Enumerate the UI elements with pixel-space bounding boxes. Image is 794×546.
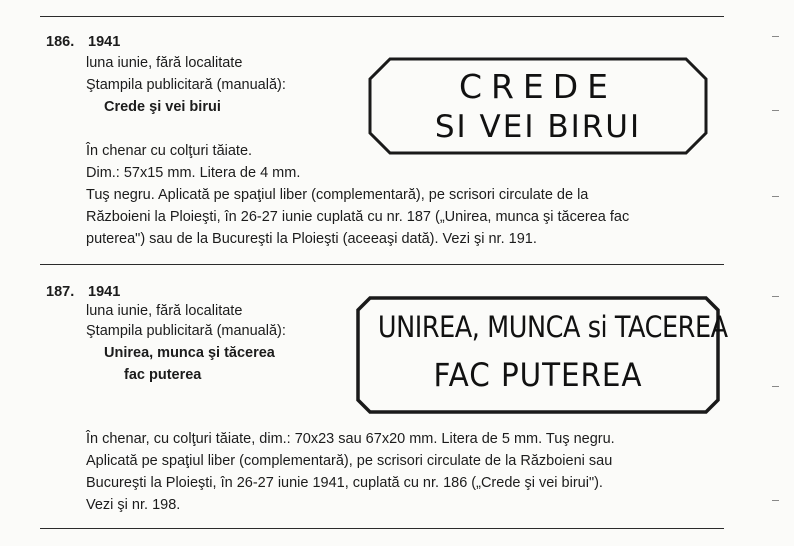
- top-divider: [40, 16, 724, 17]
- entry-desc-line: puterea") sau de la Bucureşti la Ploieşti (aceeaşi dată). Vezi şi nr. 191.: [86, 231, 537, 247]
- entry-frame-line: În chenar cu colţuri tăiate.: [86, 143, 253, 159]
- entry-stamp-title: Crede şi vei birui: [104, 99, 221, 115]
- stamp-image-unirea: [356, 296, 728, 414]
- entry-date-line: luna iunie, fără localitate: [86, 55, 243, 71]
- entry-desc-line: Războieni la Ploieşti, în 26-27 iunie cuplată cu nr. 187 („Unirea, munca şi tăcerea fac: [86, 209, 630, 225]
- entry-desc-line: Aplicată pe spaţiul liber (complementară), pe scrisori circulate de la Războieni sau: [86, 453, 613, 469]
- margin-mark: [772, 110, 779, 111]
- entry-stamp-type: Ştampila publicitară (manuală):: [86, 323, 286, 339]
- entry-year: 1941: [88, 34, 121, 50]
- entry-number: 187.: [46, 284, 75, 300]
- entry-desc-line: Bucureşti la Ploieşti, în 26-27 iunie 1941, cuplată cu nr. 186 („Crede şi vei birui").: [86, 475, 603, 491]
- entry-stamp-title: fac puterea: [124, 367, 202, 383]
- entry-stamp-title: Unirea, munca şi tăcerea: [104, 345, 275, 361]
- bottom-divider: [40, 528, 724, 529]
- margin-mark: [772, 36, 779, 37]
- entry-date-line: luna iunie, fără localitate: [86, 303, 243, 319]
- stamp-line: CREDE: [458, 67, 618, 106]
- entry-desc-line: În chenar, cu colţuri tăiate, dim.: 70x23 sau 67x20 mm. Litera de 5 mm. Tuş negru.: [86, 431, 615, 447]
- stamp-line: FAC PUTEREA: [433, 356, 643, 394]
- stamp-image-crede: [368, 57, 708, 155]
- entry-desc-line: Tuş negru. Aplicată pe spaţiul liber (complementară), pe scrisori circulate de la: [86, 187, 589, 203]
- entry-year: 1941: [88, 284, 121, 300]
- stamp-line: SI VEI BIRUI: [434, 109, 642, 145]
- entry-dim-line: Dim.: 57x15 mm. Litera de 4 mm.: [86, 165, 301, 181]
- margin-mark: [772, 296, 779, 297]
- margin-mark: [772, 386, 779, 387]
- middle-divider: [40, 264, 724, 265]
- entry-stamp-type: Ştampila publicitară (manuală):: [86, 77, 286, 93]
- margin-mark: [772, 196, 779, 197]
- entry-desc-line: Vezi şi nr. 198.: [86, 497, 181, 513]
- stamp-line: UNIREA, MUNCA si TACEREA: [377, 310, 728, 344]
- entry-number: 186.: [46, 34, 75, 50]
- margin-mark: [772, 500, 779, 501]
